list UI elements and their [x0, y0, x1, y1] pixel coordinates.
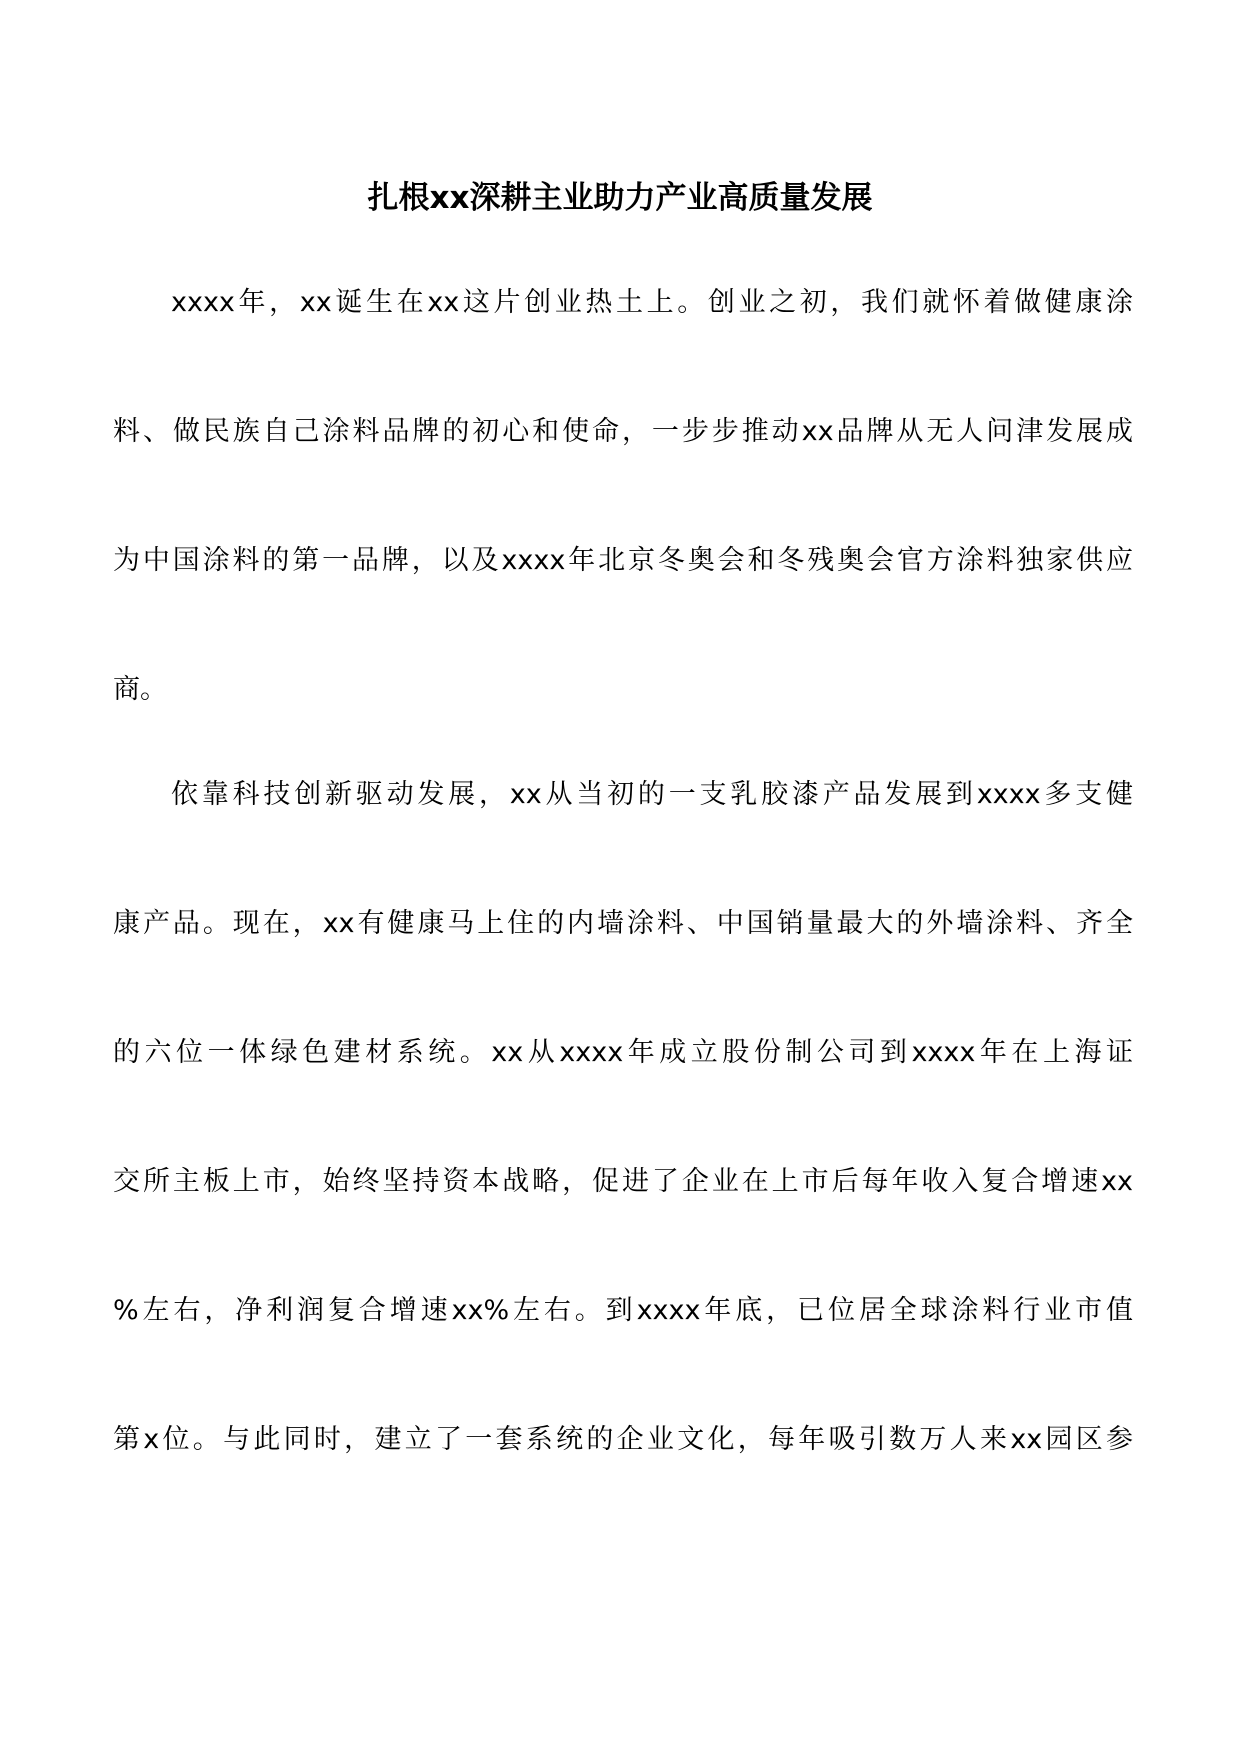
- paragraph-2-line-4: 交所主板上市，始终坚持资本战略，促进了企业在上市后每年收入复合增速xx: [113, 1166, 1133, 1197]
- document-title: 扎根xx深耕主业助力产业高质量发展: [367, 180, 873, 216]
- paragraph-2-line-2: 康产品。现在，xx有健康马上住的内墙涂料、中国销量最大的外墙涂料、齐全: [113, 908, 1133, 939]
- paragraph-1-line-1: xxxx年，xx诞生在xx这片创业热土上。创业之初，我们就怀着做健康涂: [171, 287, 1133, 318]
- paragraph-1-line-2: 料、做民族自己涂料品牌的初心和使命，一步步推动xx品牌从无人问津发展成: [113, 416, 1133, 447]
- paragraph-2-line-6: 第x位。与此同时，建立了一套系统的企业文化，每年吸引数万人来xx园区参: [113, 1424, 1133, 1455]
- paragraph-1-line-4: 商。: [113, 674, 167, 705]
- paragraph-2-line-5: %左右，净利润复合增速xx%左右。到xxxx年底，已位居全球涂料行业市值: [113, 1295, 1133, 1326]
- paragraph-2-line-3: 的六位一体绿色建材系统。xx从xxxx年成立股份制公司到xxxx年在上海证: [113, 1037, 1133, 1068]
- paragraph-1-line-3: 为中国涂料的第一品牌，以及xxxx年北京冬奥会和冬残奥会官方涂料独家供应: [113, 545, 1133, 576]
- paragraph-2-line-1: 依靠科技创新驱动发展，xx从当初的一支乳胶漆产品发展到xxxx多支健: [171, 779, 1133, 810]
